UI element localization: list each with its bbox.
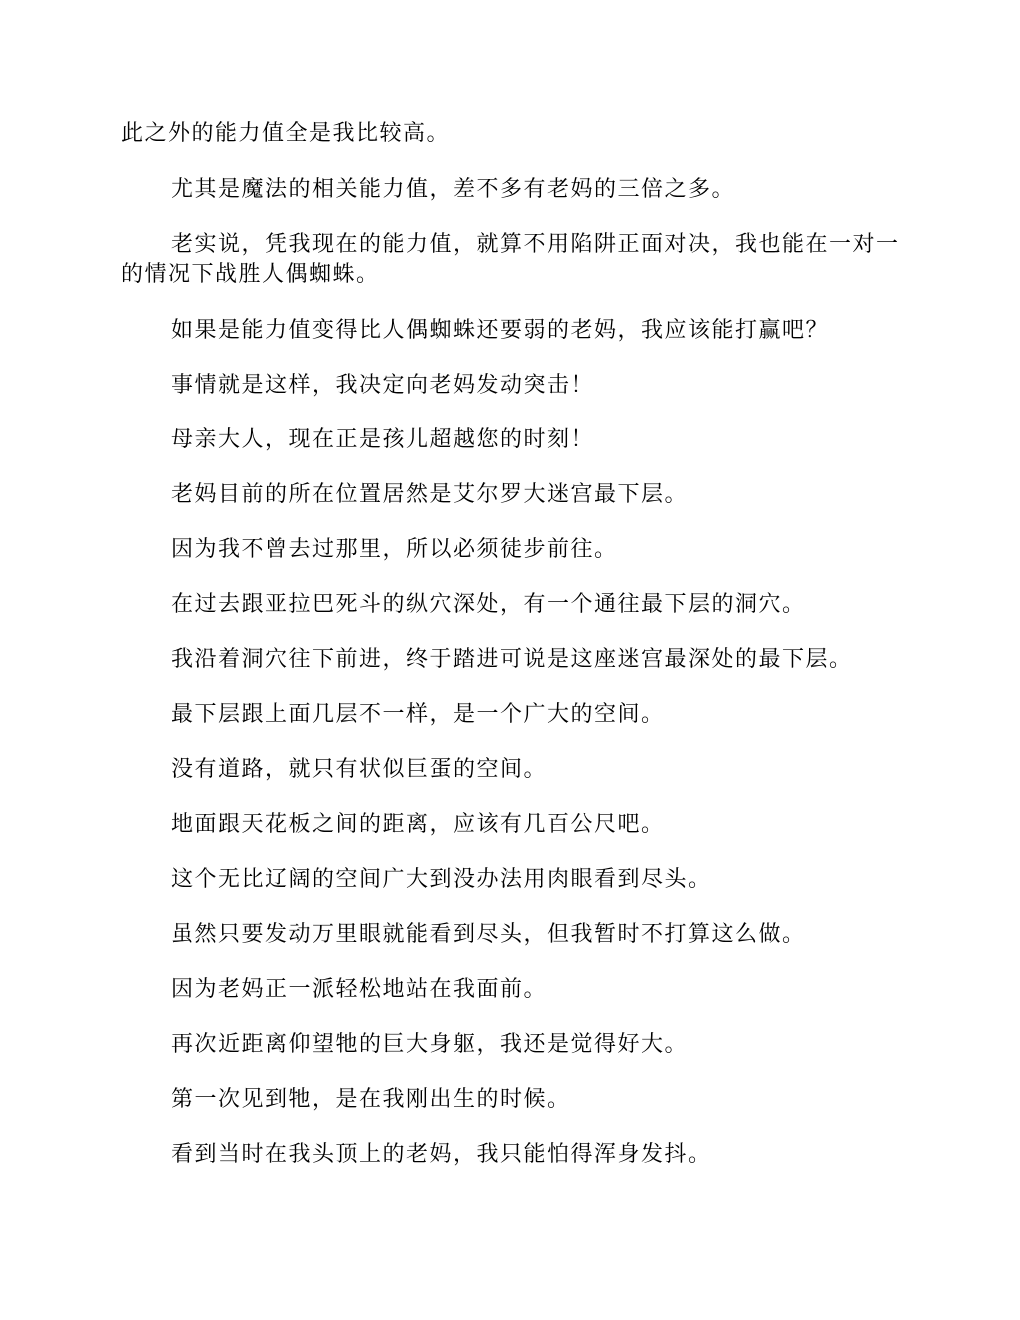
paragraph: 此之外的能力值全是我比较高。 (121, 121, 451, 146)
paragraph: 因为老妈正一派轻松地站在我面前。 (171, 977, 548, 1002)
paragraph: 我沿着洞穴往下前进，终于踏进可说是这座迷宫最深处的最下层。 (171, 647, 853, 672)
paragraph: 最下层跟上面几层不一样，是一个广大的空间。 (171, 702, 665, 727)
paragraph: 地面跟天花板之间的距离，应该有几百公尺吧。 (171, 812, 665, 837)
paragraph: 母亲大人，现在正是孩儿超越您的时刻！ (171, 427, 595, 452)
paragraph: 老妈目前的所在位置居然是艾尔罗大迷宫最下层。 (171, 482, 689, 507)
paragraph: 第一次见到牠，是在我刚出生的时候。 (171, 1087, 571, 1112)
paragraph: 因为我不曾去过那里，所以必须徒步前往。 (171, 537, 618, 562)
paragraph: 如果是能力值变得比人偶蜘蛛还要弱的老妈，我应该能打赢吧？ (171, 318, 830, 343)
paragraph: 没有道路，就只有状似巨蛋的空间。 (171, 757, 548, 782)
paragraph: 虽然只要发动万里眼就能看到尽头，但我暂时不打算这么做。 (171, 922, 806, 947)
paragraph: 在过去跟亚拉巴死斗的纵穴深处，有一个通往最下层的洞穴。 (171, 592, 806, 617)
paragraph: 再次近距离仰望牠的巨大身躯，我还是觉得好大。 (171, 1032, 689, 1057)
paragraph: 这个无比辽阔的空间广大到没办法用肉眼看到尽头。 (171, 867, 712, 892)
paragraph: 老实说，凭我现在的能力值，就算不用陷阱正面对决，我也能在一对一的情况下战胜人偶蜘蛛。 (121, 232, 900, 287)
paragraph: 看到当时在我头顶上的老妈，我只能怕得浑身发抖。 (171, 1142, 712, 1167)
paragraph: 尤其是魔法的相关能力值，差不多有老妈的三倍之多。 (171, 177, 736, 202)
paragraph: 事情就是这样，我决定向老妈发动突击！ (171, 373, 595, 398)
